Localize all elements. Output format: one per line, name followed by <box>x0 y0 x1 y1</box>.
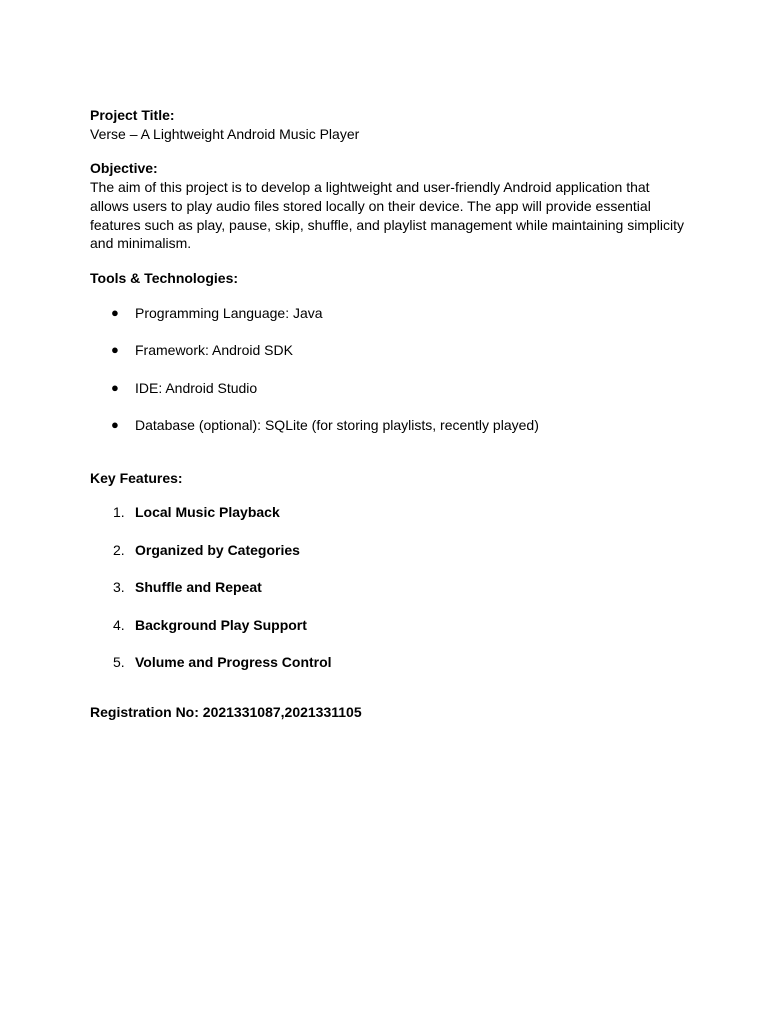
objective-text: The aim of this project is to develop a lightweight and user-friendly Android application that allows users to play audio files stored locally on their device. The app will provide essential features such as play, pause, skip, shuffle, and playlist management while maintaining simplicity and minimalism. <box>90 179 685 252</box>
objective-label: Objective: <box>90 160 158 177</box>
registration-number: Registration No: 2021331087,2021331105 <box>90 703 362 720</box>
list-number: 2. <box>113 541 125 558</box>
bullet-icon: ● <box>111 304 119 320</box>
list-number: 4. <box>113 616 125 633</box>
list-number: 1. <box>113 504 125 521</box>
list-item <box>90 578 690 616</box>
list-item <box>90 653 690 691</box>
tools-label: Tools & Technologies: <box>90 269 239 286</box>
project-title-value: Verse – A Lightweight Android Music Player <box>90 125 360 142</box>
tools-item-language: Programming Language: Java <box>135 304 323 321</box>
list-item <box>90 416 690 454</box>
features-list <box>90 503 690 691</box>
list-item <box>90 304 690 342</box>
list-number: 3. <box>113 579 125 596</box>
bullet-icon: ● <box>111 342 119 358</box>
tools-item-framework: Framework: Android SDK <box>135 342 293 359</box>
tools-item-ide: IDE: Android Studio <box>135 379 258 396</box>
list-item <box>90 541 690 579</box>
list-item <box>90 616 690 654</box>
list-item <box>90 341 690 379</box>
feature-categories: Organized by Categories <box>135 541 300 558</box>
bullet-icon: ● <box>111 379 119 395</box>
feature-background-play: Background Play Support <box>135 616 307 633</box>
bullet-icon: ● <box>111 417 119 433</box>
feature-local-playback: Local Music Playback <box>135 504 280 521</box>
list-item <box>90 379 690 417</box>
feature-volume-progress: Volume and Progress Control <box>135 654 332 671</box>
list-number: 5. <box>113 654 125 671</box>
features-label: Key Features: <box>90 469 183 486</box>
feature-shuffle-repeat: Shuffle and Repeat <box>135 579 262 596</box>
document-body <box>90 106 690 722</box>
project-title-label: Project Title: <box>90 107 175 123</box>
tools-item-database: Database (optional): SQLite (for storing playlists, recently played) <box>135 417 539 434</box>
tools-list <box>90 304 690 454</box>
list-item <box>90 503 690 541</box>
